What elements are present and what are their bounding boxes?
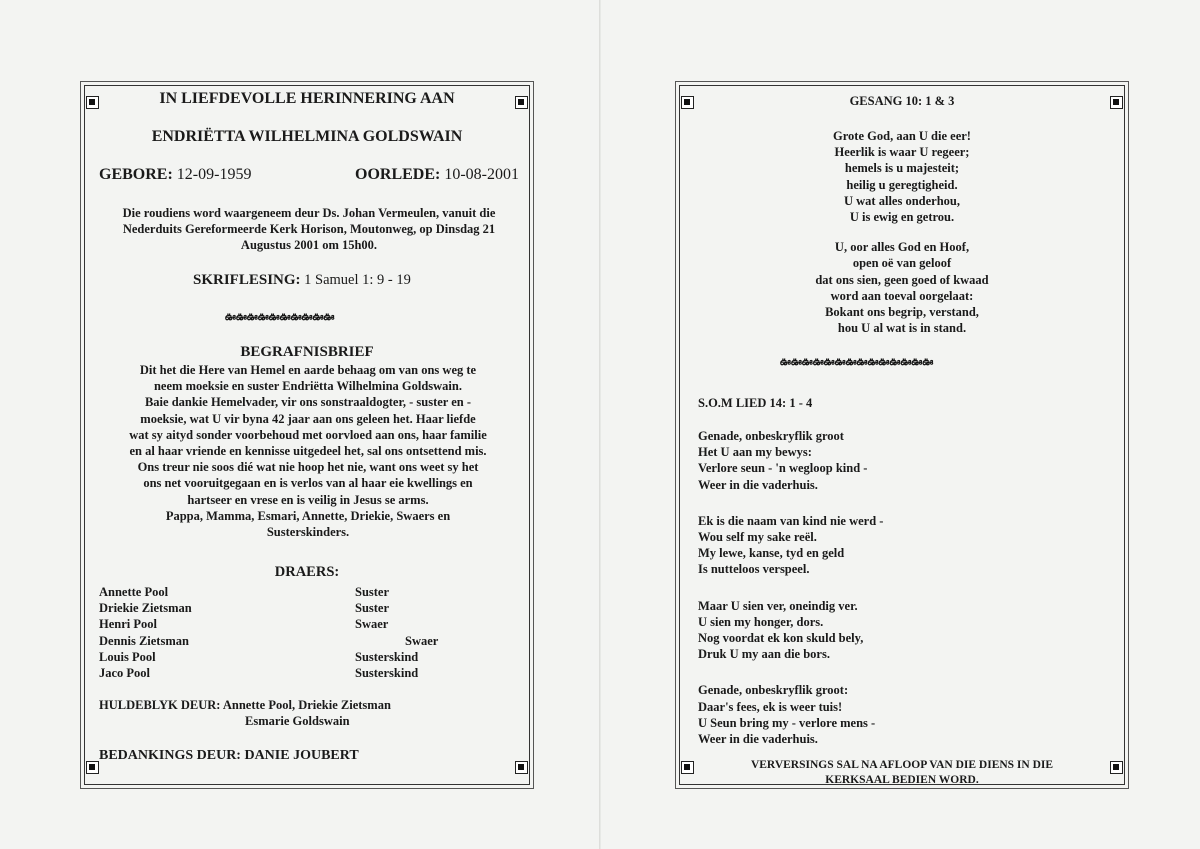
letter-line: Dit het die Here van Hemel en aarde behaag om van ons weg te [139, 363, 477, 377]
letter-line: neem moeksie en suster Endriëtta Wilhelmina Goldswain. [153, 379, 462, 394]
letter-line: en al haar vriende en kennisse uitgedeel het, sal ons ontsettend mis. [129, 444, 487, 459]
letter-heading: BEGRAFNISBRIEF [240, 344, 374, 360]
verse-gap [698, 662, 883, 682]
bearer-name: Annette Pool [99, 585, 169, 599]
hymn-line: Grote God, aan U die eer! [833, 129, 971, 143]
birth-label: GEBORE: [99, 166, 173, 183]
song-line: Wou self my sake reël. [698, 530, 817, 545]
song-line: Het U aan my bewys: [698, 445, 812, 460]
song-line: Daar's fees, ek is weer tuis! [698, 699, 843, 714]
bearer-name: Jaco Pool [99, 665, 151, 680]
hymn-text [680, 128, 1124, 336]
tribute [99, 697, 391, 729]
bearer-role: Swaer [355, 617, 389, 632]
bearer-role: Susterskind [355, 665, 419, 680]
hymn-line: heilig u geregtigheid. [846, 177, 958, 192]
tribute-names: Annette Pool, Driekie Zietsman [222, 698, 391, 712]
letter-line: Baie dankie Hemelvader, vir ons sonstraaldogter, - suster en - [144, 395, 472, 410]
birth-date [99, 166, 251, 184]
letter-line: hartseer en vrese en is veilig in Jesus se arms. [187, 492, 429, 507]
scripture-reading [193, 272, 411, 289]
bearer-row [99, 633, 459, 649]
song-line: Verlore seun - 'n wegloop kind - [698, 461, 868, 476]
bearer-row [99, 584, 459, 600]
funeral-letter [95, 362, 521, 540]
memorial-heading: IN LIEFDEVOLLE HERINNERING AAN [159, 90, 455, 107]
bearer-role: Swaer [405, 633, 439, 648]
page-fold [599, 0, 601, 849]
hymn-line: U is ewig en getrou. [849, 210, 955, 225]
tribute-label: HULDEBLYK DEUR: [99, 698, 221, 712]
bearer-name: Henri Pool [99, 617, 157, 632]
death-date [355, 166, 519, 184]
hymn-line: Heerlik is waar U regeer; [834, 145, 970, 160]
song-line: Is nutteloos verspeel. [698, 562, 810, 577]
left-panel [84, 85, 530, 785]
thanks-by: BEDANKINGS DEUR: DANIE JOUBERT [99, 748, 359, 763]
song-line: Maar U sien ver, oneindig ver. [698, 598, 858, 613]
song-line: Weer in die vaderhuis. [698, 477, 818, 492]
bearer-row [99, 649, 459, 665]
song-line: Nog voordat ek kon skuld bely, [698, 631, 864, 646]
bearer-row [99, 616, 459, 632]
deceased-name: ENDRIËTTA WILHELMINA GOLDSWAIN [151, 128, 463, 145]
song-line: U sien my honger, dors. [698, 614, 824, 629]
verse-gap [698, 493, 883, 513]
refreshments-line: VERVERSINGS SAL NA AFLOOP VAN DIE DIENS IN DIE [750, 759, 1054, 771]
song-line: U Seun bring my - verlore mens - [698, 715, 876, 730]
corner-ornament [515, 761, 528, 774]
letter-line: Susterskinders. [266, 525, 350, 540]
service-intro: Die roudiens word waargeneem deur Ds. Johan Vermeulen, vanuit die Nederduits Gereformeerde Kerk Horison, Moutonweg, op Dinsdag 21 Augustus 2001 om 15h00. [122, 206, 496, 252]
hymn-line: U, oor alles God en Hoof, [834, 240, 970, 255]
tribute-names-2: Esmarie Goldswain [245, 714, 350, 729]
hymn-line: dat ons sien, geen goed of kwaad [815, 272, 989, 287]
hymn-line: hemels is u majesteit; [844, 161, 960, 176]
letter-line: ons net vooruitgegaan en is verlos van al haar eie kwellings en [143, 476, 473, 491]
verse-gap [698, 578, 883, 598]
tribute-line [99, 697, 391, 713]
refreshments-note [680, 758, 1124, 788]
bearer-name: Dennis Zietsman [99, 633, 189, 648]
song-line: Weer in die vaderhuis. [698, 732, 818, 747]
hymn-heading: GESANG 10: 1 & 3 [849, 94, 955, 108]
letter-line: moeksie, wat U vir byna 42 jaar aan ons geleen het. Haar liefde [140, 411, 476, 426]
hymn-line: open oë van geloof [852, 256, 952, 271]
death-label: OORLEDE: [355, 166, 441, 183]
song-line: Druk U my aan die bors. [698, 647, 830, 662]
birth-value: 12-09-1959 [176, 166, 252, 183]
verse-gap [680, 225, 1124, 239]
ornament-divider: ఊఊఊఊఊఊఊఊఊఊ [225, 312, 335, 323]
bearers-heading: DRAERS: [274, 564, 340, 580]
bearer-role: Suster [355, 585, 390, 599]
bearer-name: Louis Pool [99, 649, 156, 664]
hymn-line: hou U al wat is in stand. [837, 321, 967, 336]
scripture-ref: 1 Samuel 1: 9 - 19 [304, 272, 411, 288]
bearer-role: Suster [355, 601, 390, 616]
letter-line: Pappa, Mamma, Esmari, Annette, Driekie, Swaers en [165, 508, 451, 523]
hymn-line: Bokant ons begrip, verstand, [825, 305, 979, 320]
bearer-row [99, 600, 459, 616]
song-line: My lewe, kanse, tyd en geld [698, 546, 845, 561]
letter-line: wat sy aityd sonder voorbehoud met oorvloed aan ons, haar familie [129, 427, 487, 442]
bearers-list [99, 584, 459, 681]
scripture-label: SKRIFLESING: [193, 272, 301, 288]
bearer-name: Driekie Zietsman [99, 601, 192, 616]
hymn-line: U wat alles onderhou, [844, 193, 960, 208]
ornament-divider: ఊఊఊఊఊఊఊఊఊఊఊఊఊఊ [780, 357, 934, 368]
death-value: 10-08-2001 [444, 166, 519, 183]
song-heading: S.O.M LIED 14: 1 - 4 [698, 396, 813, 410]
right-panel [679, 85, 1125, 785]
song-line: Genade, onbeskryflik groot: [698, 683, 849, 698]
bearer-role: Susterskind [355, 649, 419, 664]
hymn-line: word aan toeval oorgelaat: [830, 288, 974, 303]
song-line: Genade, onbeskryflik groot [698, 429, 844, 443]
letter-line: Ons treur nie soos dié wat nie hoop het nie, want ons weet sy het [137, 460, 479, 475]
corner-ornament [86, 761, 99, 774]
dates-row [99, 166, 519, 184]
refreshments-line: KERKSAAL BEDIEN WORD. [825, 774, 979, 786]
song-text [698, 428, 883, 747]
bearer-row [99, 665, 459, 681]
song-line: Ek is die naam van kind nie werd - [698, 513, 884, 528]
